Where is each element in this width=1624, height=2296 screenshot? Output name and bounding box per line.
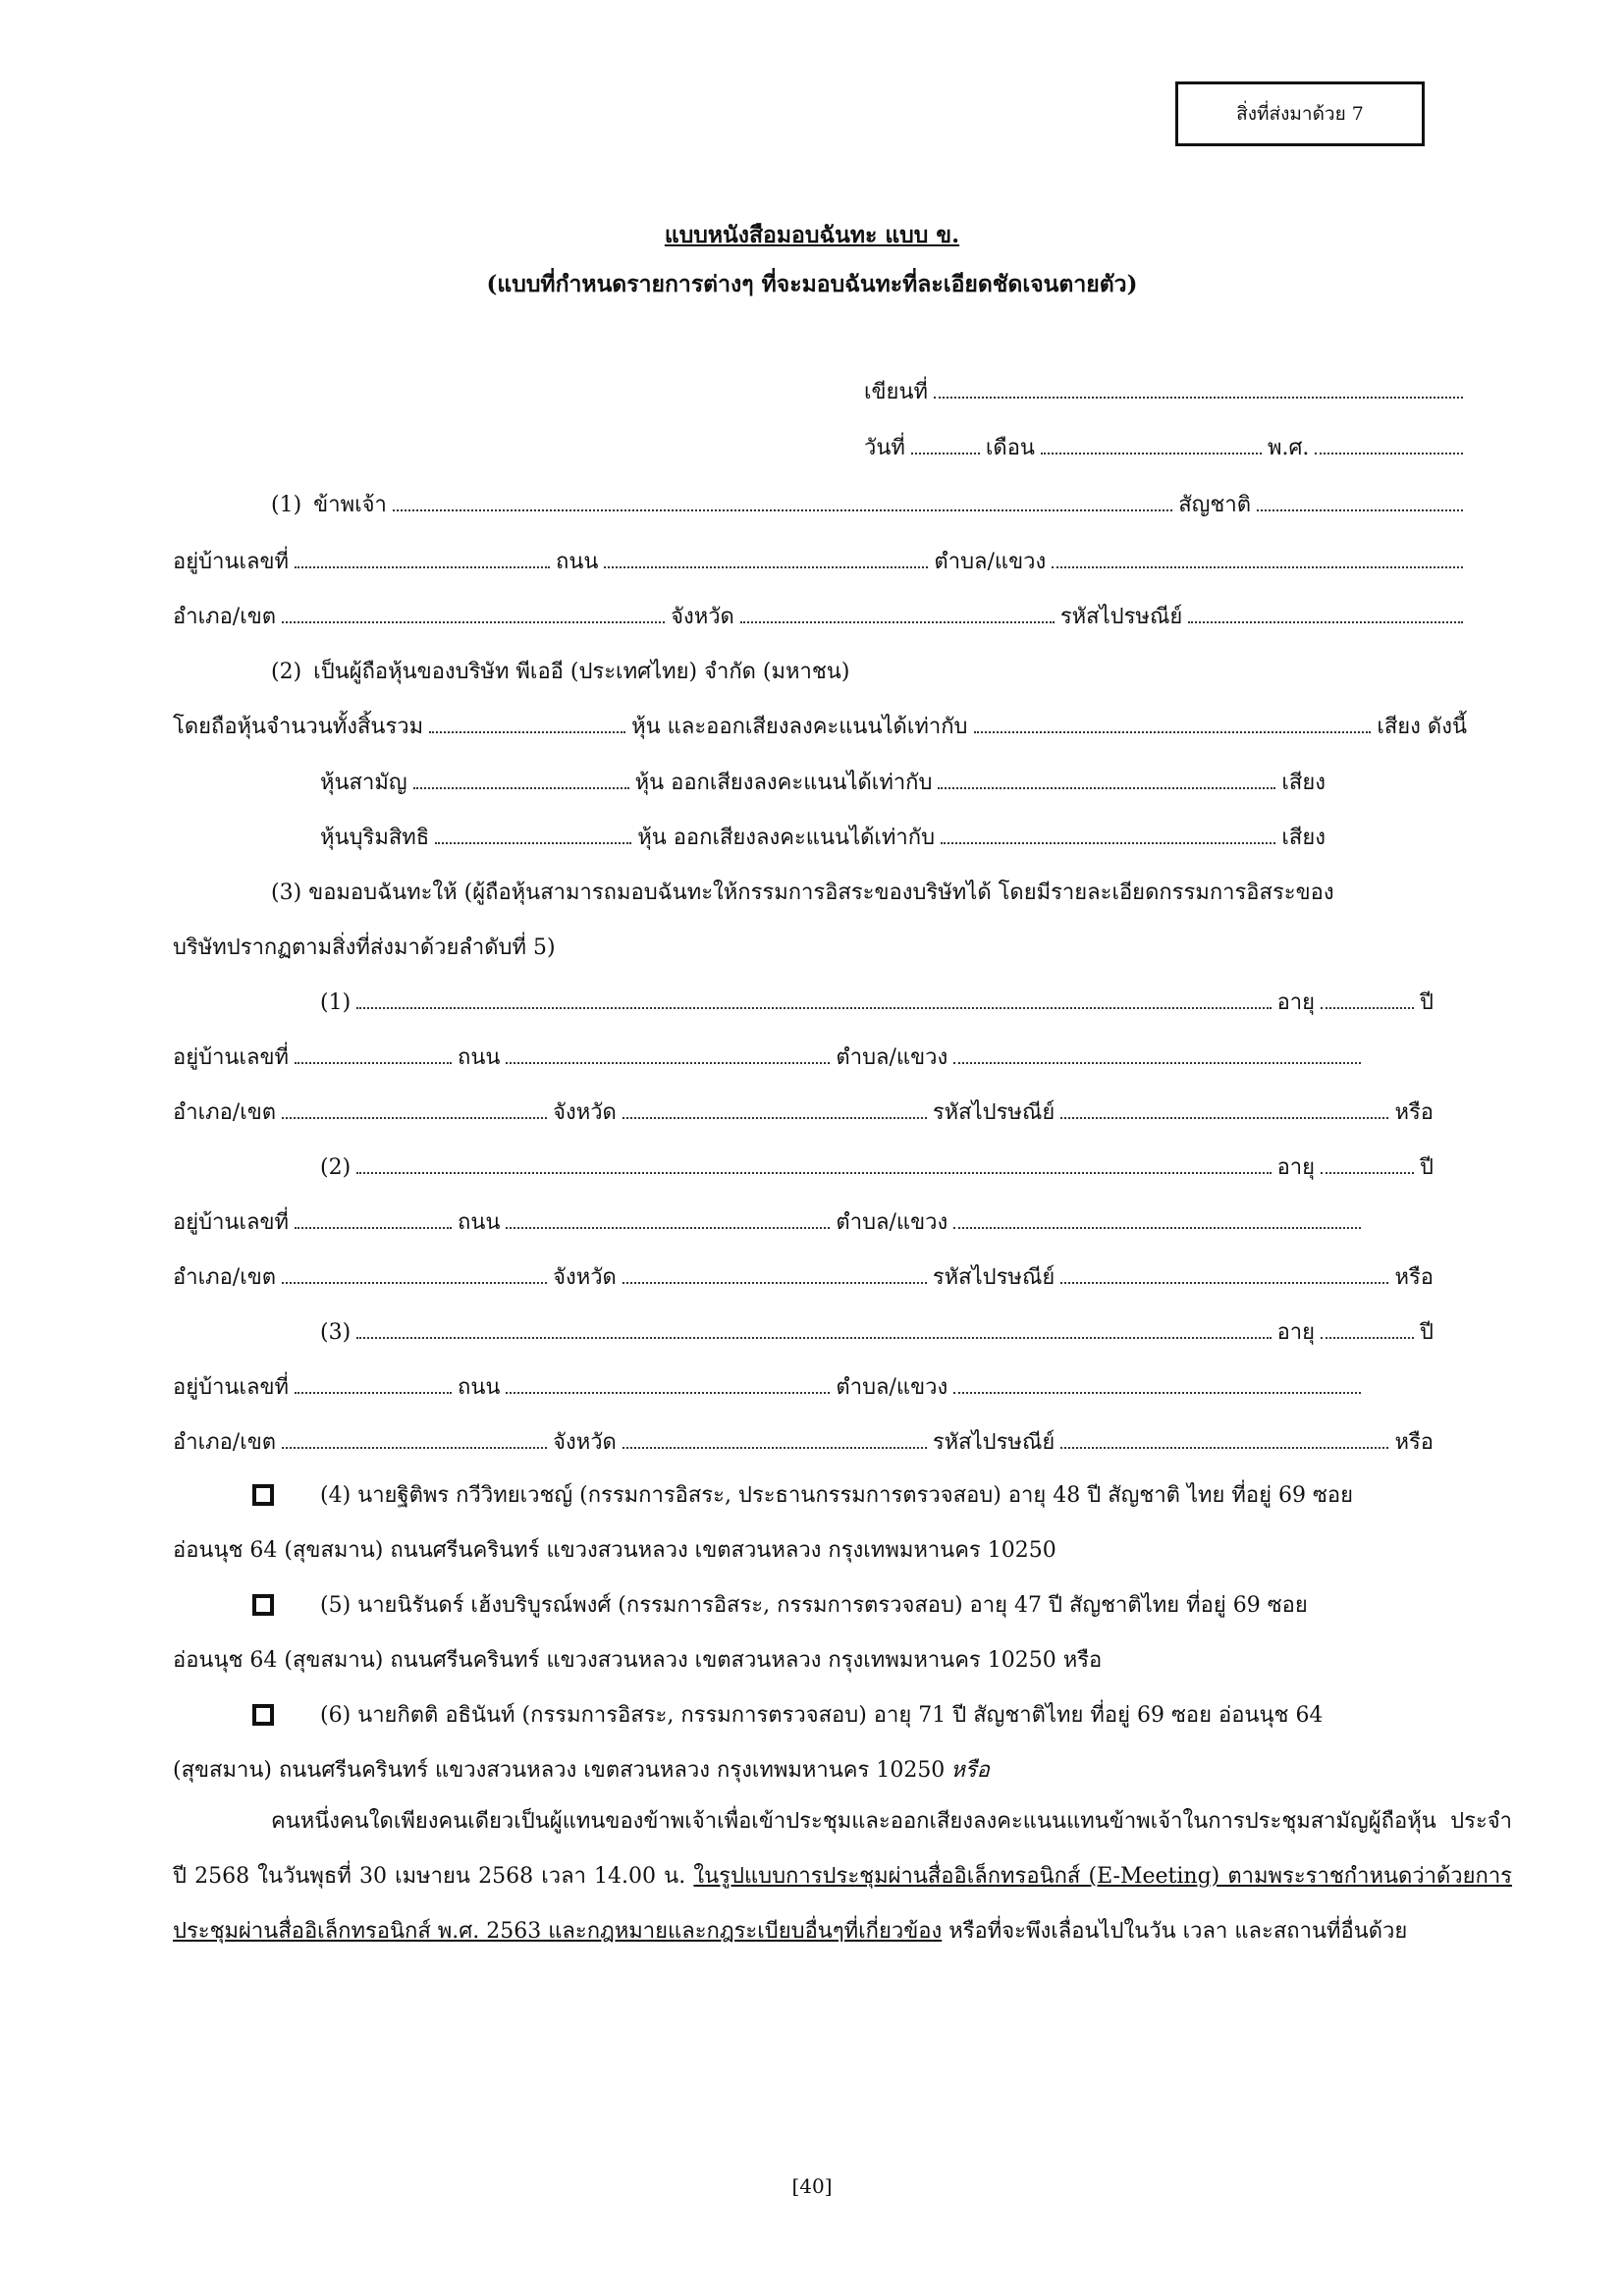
proxy-2-or: หรือ (1394, 1265, 1434, 1290)
s1-nationality-field[interactable] (1257, 509, 1463, 511)
director-6-text: (6) นายกิตติ อธินันท์ (กรรมการอิสระ, กรรมการตรวจสอบ) อายุ 71 ปี สัญชาติไทย ที่อยู่ 69 ซอย อ่อนนุช 64 (320, 1703, 1324, 1728)
s2-shares-votes-label: หุ้น และออกเสียงลงคะแนนได้เท่ากับ (631, 715, 968, 739)
s2-preferred-votes-label: หุ้น ออกเสียงลงคะแนนได้เท่ากับ (637, 826, 936, 850)
director-5-line2 (173, 1643, 1463, 1679)
proxy-1-postcode-field[interactable] (1060, 1117, 1388, 1119)
s3-intro-a-text: (3) ขอมอบฉันทะให้ (ผู้ถือหุ้นสามารถมอบฉันทะให้กรรมการอิสระของบริษัทได้ โดยมีรายละเอียดกรรมการอิสระของ (271, 881, 1334, 905)
proxy-3-postcode-label: รหัสไปรษณีย์ (932, 1430, 1056, 1455)
s1-num: (1) (271, 493, 302, 517)
proxy-2-province-field[interactable] (623, 1282, 927, 1284)
s1-postcode-field[interactable] (1188, 621, 1463, 623)
s3-intro-b-text: บริษัทปรากฏตามสิ่งที่ส่งมาด้วยลำดับที่ 5) (173, 935, 556, 960)
proxy-1-province-label: จังหวัด (553, 1100, 617, 1125)
proxy-3-age-field[interactable] (1321, 1337, 1414, 1339)
proxy-2-name-row (320, 1150, 1439, 1186)
s2-ordinary-unit: เสียง (1281, 771, 1326, 795)
proxy-3-province-field[interactable] (623, 1447, 927, 1449)
proxy-3-district-label: อำเภอ/เขต (173, 1430, 277, 1455)
proxy-1-subdistrict-field[interactable] (953, 1062, 1361, 1064)
s2-votes-follow-label: เสียง ดังนี้ (1377, 715, 1467, 739)
proxy-1-year-unit: ปี (1420, 990, 1434, 1015)
proxy-1-or: หรือ (1394, 1100, 1434, 1125)
s1-district-field[interactable] (282, 621, 665, 623)
proxy-1-age-field[interactable] (1321, 1007, 1414, 1009)
s2-total-field[interactable] (429, 731, 625, 733)
date-row (864, 431, 1463, 466)
proxy-2-district-label: อำเภอ/เขต (173, 1265, 277, 1290)
written-at-label: เขียนที่ (864, 380, 928, 404)
proxy-1-age-label: อายุ (1276, 990, 1316, 1015)
proxy-3-or: หรือ (1394, 1430, 1434, 1455)
proxy-2-address-row (173, 1205, 1361, 1241)
s3-intro-a (271, 876, 1489, 911)
proxy-1-name-row (320, 986, 1439, 1021)
proxy-2-subdistrict-label: ตำบล/แขวง (836, 1210, 948, 1235)
proxy-1-district-row (173, 1095, 1439, 1131)
s2-total-row (173, 710, 1473, 745)
s1-road-field[interactable] (604, 566, 928, 568)
s2-total-label: โดยถือหุ้นจำนวนทั้งสิ้นรวม (173, 715, 424, 739)
s2-num: (2) (271, 660, 302, 684)
director-5-address: อ่อนนุช 64 (สุขสมาน) ถนนศรีนครินทร์ แขวงสวนหลวง เขตสวนหลวง กรุงเทพมหานคร 10250 หรือ (173, 1648, 1103, 1673)
proxy-1-address-row (173, 1041, 1361, 1076)
proxy-2-road-field[interactable] (506, 1227, 830, 1229)
proxy-2-postcode-label: รหัสไปรษณีย์ (932, 1265, 1056, 1290)
proxy-3-house-field[interactable] (295, 1392, 452, 1394)
proxy-2-district-field[interactable] (282, 1282, 547, 1284)
s1-road-label: ถนน (556, 550, 599, 574)
director-4-line2 (173, 1533, 1463, 1569)
s1-name-row (271, 488, 1463, 523)
director-6-checkbox[interactable] (252, 1704, 274, 1726)
proxy-3-district-row (173, 1425, 1439, 1461)
s3-intro-b (173, 931, 1390, 966)
s1-province-field[interactable] (740, 621, 1055, 623)
s2-ordinary-row (320, 766, 1331, 801)
director-4-address: อ่อนนุช 64 (สุขสมาน) ถนนศรีนครินทร์ แขวงสวนหลวง เขตสวนหลวง กรุงเทพมหานคร 10250 (173, 1538, 1056, 1563)
director-4-checkbox[interactable] (252, 1484, 274, 1506)
proxy-2-age-label: อายุ (1276, 1155, 1316, 1180)
director-6-line1 (320, 1698, 1512, 1734)
proxy-1-province-field[interactable] (623, 1117, 927, 1119)
s1-name-field[interactable] (393, 509, 1172, 511)
s2-ordinary-label: หุ้นสามัญ (320, 771, 407, 795)
written-at-row (864, 375, 1463, 410)
proxy-3-address-row (173, 1370, 1361, 1406)
proxy-2-year-unit: ปี (1420, 1155, 1434, 1180)
written-at-field[interactable] (934, 397, 1463, 399)
s2-ordinary-votes-field[interactable] (938, 787, 1275, 789)
day-field[interactable] (911, 453, 980, 454)
proxy-3-subdistrict-label: ตำบล/แขวง (836, 1375, 948, 1400)
proxy-3-province-label: จังหวัด (553, 1430, 617, 1455)
proxy-2-postcode-field[interactable] (1060, 1282, 1388, 1284)
s2-text: เป็นผู้ถือหุ้นของบริษัท พีเออี (ประเทศไทย) จำกัด (มหาชน) (313, 660, 850, 684)
closing-paragraph (173, 1794, 1512, 1959)
proxy-2-age-field[interactable] (1321, 1172, 1414, 1174)
proxy-2-road-label: ถนน (458, 1210, 501, 1235)
s1-district-row (173, 600, 1463, 635)
closing-text-2: หรือที่จะพึงเลื่อนไปในวัน เวลา และสถานที่อื่นด้วย (942, 1919, 1408, 1944)
proxy-2-name-field[interactable] (356, 1172, 1271, 1174)
proxy-1-district-label: อำเภอ/เขต (173, 1100, 277, 1125)
director-5-checkbox[interactable] (252, 1594, 274, 1616)
s2-preferred-row (320, 821, 1331, 856)
year-field[interactable] (1315, 453, 1463, 454)
s2-total-votes-field[interactable] (974, 731, 1372, 733)
director-4-text: (4) นายฐิติพร กวีวิทยเวชญ์ (กรรมการอิสระ, ประธานกรรมการตรวจสอบ) อายุ 48 ปี สัญชาติ ไทย ที่อยู่ 69 ซอย (320, 1483, 1354, 1508)
proxy-2-subdistrict-field[interactable] (953, 1227, 1361, 1229)
proxy-3-age-label: อายุ (1276, 1320, 1316, 1345)
month-field[interactable] (1041, 453, 1262, 454)
s2-ordinary-field[interactable] (413, 787, 629, 789)
director-5-text: (5) นายนิรันดร์ เฮ้งบริบูรณ์พงศ์ (กรรมการอิสระ, กรรมการตรวจสอบ) อายุ 47 ปี สัญชาติไทย ที่อยู่ 69 ซอย (320, 1593, 1308, 1618)
proxy-2-district-row (173, 1260, 1439, 1296)
s2-ordinary-votes-label: หุ้น ออกเสียงลงคะแนนได้เท่ากับ (634, 771, 933, 795)
attachment-label-box (1175, 81, 1425, 146)
proxy-3-year-unit: ปี (1420, 1320, 1434, 1345)
proxy-2-num: (2) (320, 1155, 352, 1180)
s2-intro-row (271, 655, 1463, 690)
proxy-3-num: (3) (320, 1320, 352, 1345)
s1-house-field[interactable] (295, 566, 550, 568)
director-4-line1 (320, 1478, 1512, 1514)
form-title: แบบหนังสือมอบฉันทะ แบบ ข. (664, 222, 960, 248)
closing-text-1: คนหนึ่งคนใดเพียงคนเดียวเป็นผู้แทนของข้าพเจ้าเพื่อเข้าประชุมและออกเสียงลงคะแนนแทนข้าพเจ้าในการประชุมสามัญผู้ถือหุ้น ประจำปี 2568 ในวันพุธที่ 30 เมษายน 2568 เวลา 14.00 น. (173, 1809, 1512, 1889)
attachment-label: สิ่งที่ส่งมาด้วย 7 (1236, 103, 1364, 125)
proxy-3-postcode-field[interactable] (1060, 1447, 1388, 1449)
s1-address-row (173, 545, 1463, 580)
proxy-1-house-label: อยู่บ้านเลขที่ (173, 1045, 290, 1070)
proxy-3-name-row (320, 1315, 1439, 1351)
s1-house-label: อยู่บ้านเลขที่ (173, 550, 290, 574)
director-6-or: หรือ (950, 1758, 990, 1783)
s1-subdistrict-label: ตำบล/แขวง (934, 550, 1047, 574)
proxy-3-district-field[interactable] (282, 1447, 547, 1449)
s2-preferred-votes-field[interactable] (941, 842, 1275, 844)
date-label: วันที่ (864, 436, 905, 460)
proxy-1-district-field[interactable] (282, 1117, 547, 1119)
proxy-3-road-field[interactable] (506, 1392, 830, 1394)
proxy-3-house-label: อยู่บ้านเลขที่ (173, 1375, 290, 1400)
proxy-1-name-field[interactable] (356, 1007, 1271, 1009)
year-label: พ.ศ. (1267, 436, 1310, 460)
s1-district-label: อำเภอ/เขต (173, 605, 277, 629)
s2-preferred-field[interactable] (435, 842, 631, 844)
closing-underlined: ในรูปแบบการประชุมผ่านสื่ออิเล็กทรอนิกส์ (E-Meeting) ตามพระราชกำหนดว่าด้วยการประชุมผ่านสื่ออิเล็กทรอนิกส์ พ.ศ. 2563 และกฎหมายและกฎระเบียบอื่นๆที่เกี่ยวข้อง (173, 1864, 1513, 1944)
proxy-1-road-field[interactable] (506, 1062, 830, 1064)
page-number: [40] (791, 2174, 833, 2198)
proxy-2-house-label: อยู่บ้านเลขที่ (173, 1210, 290, 1235)
proxy-1-road-label: ถนน (458, 1045, 501, 1070)
month-label: เดือน (985, 436, 1035, 460)
director-6-address: (สุขสมาน) ถนนศรีนครินทร์ แขวงสวนหลวง เขตสวนหลวง กรุงเทพมหานคร 10250 (173, 1758, 946, 1783)
director-6-line2 (173, 1753, 1463, 1789)
form-subtitle: (แบบที่กำหนดรายการต่างๆ ที่จะมอบฉันทะที่ละเอียดชัดเจนตายตัว) (486, 271, 1138, 297)
s1-nationality-label: สัญชาติ (1178, 493, 1251, 517)
proxy-1-postcode-label: รหัสไปรษณีย์ (932, 1100, 1056, 1125)
s1-subdistrict-field[interactable] (1052, 566, 1463, 568)
proxy-2-province-label: จังหวัด (553, 1265, 617, 1290)
s2-preferred-unit: เสียง (1281, 826, 1326, 850)
proxy-3-subdistrict-field[interactable] (953, 1392, 1361, 1394)
proxy-1-house-field[interactable] (295, 1062, 452, 1064)
director-5-line1 (320, 1588, 1512, 1624)
proxy-2-house-field[interactable] (295, 1227, 452, 1229)
proxy-1-num: (1) (320, 990, 352, 1015)
s1-name-label: ข้าพเจ้า (313, 493, 387, 517)
s1-province-label: จังหวัด (671, 605, 734, 629)
proxy-3-name-field[interactable] (356, 1337, 1271, 1339)
proxy-1-subdistrict-label: ตำบล/แขวง (836, 1045, 948, 1070)
proxy-3-road-label: ถนน (458, 1375, 501, 1400)
s1-postcode-label: รหัสไปรษณีย์ (1059, 605, 1183, 629)
s2-preferred-label: หุ้นบุริมสิทธิ (320, 826, 430, 850)
